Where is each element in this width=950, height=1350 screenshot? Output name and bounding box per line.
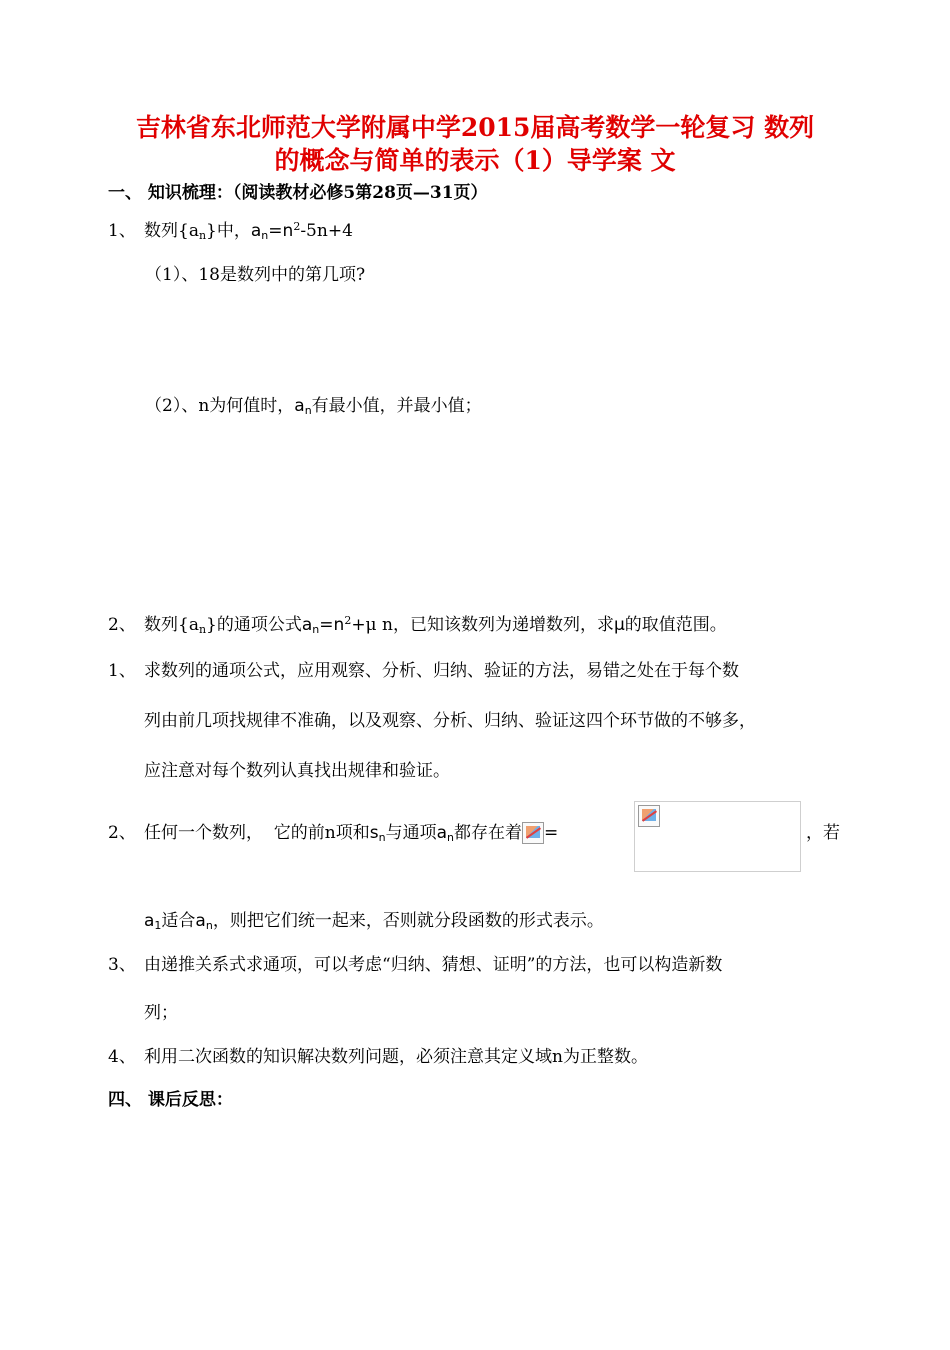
note-1-line-1 [108, 656, 739, 681]
note-2-text-a: 任何一个数列， 它的前n项和 [144, 823, 370, 843]
note-2-ruo: ，若 [806, 823, 840, 843]
q2-text-c: ，已知该数列为递增数列，求 [392, 615, 614, 635]
q2-sub: n [198, 623, 207, 636]
q1-text-b: }中， [206, 221, 251, 241]
q2-a: a [301, 615, 313, 635]
q2-text-b: }的通项公式 [206, 615, 302, 635]
note-1-text-1: 求数列的通项公式，应用观察、分析、归纳、验证的方法，易错之处在于每个数 [144, 661, 739, 681]
section1-heading: 一、 知识梳理：（阅读教材必修5第28页—31页） [108, 183, 488, 203]
section4-heading: 四、 课后反思： [108, 1090, 233, 1110]
question-2-number: 2、 [108, 615, 136, 635]
question-1 [108, 216, 353, 242]
note-2-eq: = [544, 823, 559, 843]
note-3-text-1: 由递推关系式求通项，可以考虑“归纳、猜想、证明”的方法，也可以构造新数 [144, 955, 723, 975]
q1-rest: -5n+4 [300, 221, 353, 241]
q2-a-sub: n [312, 623, 320, 636]
note-2-an: a [195, 911, 206, 931]
note-2-text-c: 都存在着 [454, 823, 523, 843]
note-3-number: 3、 [108, 955, 136, 975]
q2-text-d: 的取值范围。 [624, 615, 727, 635]
note-4-text-1: 利用二次函数的知识解决数列问题，必须注意其定义域n为正整数。 [144, 1047, 648, 1067]
note-2-a1-sub: 1 [154, 919, 162, 932]
broken-image-icon [638, 805, 660, 827]
note-1-line-3: 应注意对每个数列认真找出规律和验证。 [144, 761, 450, 781]
note-1-number: 1、 [108, 661, 136, 681]
q2-plus: +μ n [351, 615, 393, 635]
q2-mu: μ [613, 615, 625, 635]
note-2-text-b: 与通项 [385, 823, 437, 843]
note-2-line-1 [108, 818, 558, 844]
note-4-line-1 [108, 1042, 648, 1067]
question-1-part-2 [145, 391, 482, 417]
note-1-line-2: 列由前几项找规律不准确，以及观察、分析、归纳、验证这四个环节做的不够多， [144, 711, 756, 731]
formula-image-placeholder [634, 801, 801, 872]
q1-a: a [250, 221, 262, 241]
note-2-a1: a [144, 911, 155, 931]
q2-text-a: 数列{a [144, 615, 199, 635]
note-2-s: s [369, 823, 379, 843]
q1-2-text-b: 有最小值，并最小值； [311, 396, 482, 416]
note-3-line-2: 列； [144, 1003, 178, 1023]
q1-text-a: 数列{a [144, 221, 199, 241]
q1-sub: n [198, 229, 207, 242]
note-2-a-sub: n [447, 831, 455, 844]
q1-eq: =n [268, 221, 294, 241]
note-2-line-2 [144, 906, 604, 932]
q2-eq: =n [319, 615, 345, 635]
note-2-text-d: ，则把它们统一起来，否则就分段函数的形式表示。 [212, 911, 604, 931]
doc-title-line2: 的概念与简单的表示（1）导学案 文 [274, 146, 676, 175]
q1-2-a-sub: n [304, 404, 312, 417]
doc-title-line1: 吉林省东北师范大学附属中学2015届高考数学一轮复习 数列 [135, 113, 815, 142]
question-1-part-1: （1）、18是数列中的第几项? [145, 265, 366, 285]
note-2-s-sub: n [378, 831, 386, 844]
note-2-a: a [436, 823, 448, 843]
question-1-number: 1、 [108, 221, 136, 241]
q1-2-a: a [294, 396, 305, 416]
note-2-an-sub: n [205, 919, 213, 932]
q1-a-sub: n [261, 229, 269, 242]
q1-2-text-a: （2）、n为何值时， [145, 396, 295, 416]
note-3-line-1 [108, 950, 722, 975]
q2-sup: 2 [344, 614, 352, 627]
note-2-shihe: 适合 [161, 911, 196, 931]
note-2-number: 2、 [108, 823, 136, 843]
broken-image-icon [522, 822, 544, 844]
q1-sup: 2 [293, 220, 301, 233]
note-4-number: 4、 [108, 1047, 136, 1067]
question-2 [108, 610, 727, 636]
